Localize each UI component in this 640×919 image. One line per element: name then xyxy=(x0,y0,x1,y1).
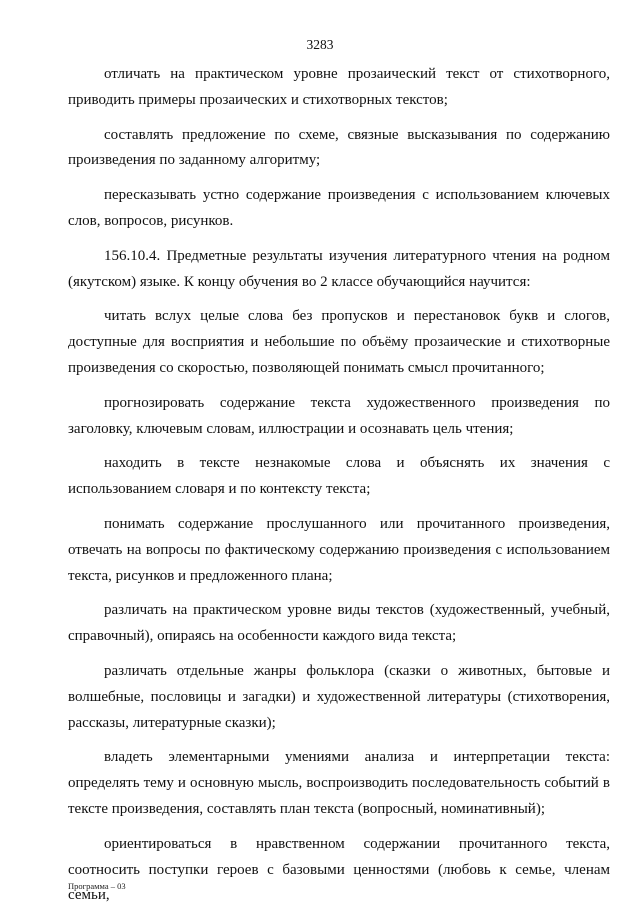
paragraph: различать отдельные жанры фольклора (сказки о животных, бытовые и волшебные, пословицы и загадки) и художественной литературы (стихотворения, рассказы, литературные сказки); xyxy=(68,662,610,731)
page-footer: Программа – 03 xyxy=(68,881,126,891)
paragraph: ориентироваться в нравственном содержании прочитанного текста, соотносить поступки героев с базовыми ценностями (любовь к семье, членам семьи, xyxy=(68,835,610,904)
paragraph: составлять предложение по схеме, связные высказывания по содержанию произведения по заданному алгоритму; xyxy=(68,126,610,169)
paragraph: понимать содержание прослушанного или прочитанного произведения, отвечать на вопросы по фактическому содержанию произведения с использованием текста, рисунков и предложенного плана; xyxy=(68,515,610,584)
paragraph: владеть элементарными умениями анализа и интерпретации текста: определять тему и основную мысль, воспроизводить последовательность событий в тексте произведения, составлять план текста (вопросный, номинативный); xyxy=(68,749,610,817)
paragraph: прогнозировать содержание текста художественного произведения по заголовку, ключевым словам, иллюстрации и осознавать цель чтения; xyxy=(68,394,610,437)
section-heading-paragraph: 156.10.4. Предметные результаты изучения литературного чтения на родном (якутском) языке. К концу обучения во 2 классе обучающийся научится: xyxy=(68,247,610,290)
paragraph: пересказывать устно содержание произведения с использованием ключевых слов, вопросов, рисунков. xyxy=(68,187,610,229)
paragraph: различать на практическом уровне виды текстов (художественный, учебный, справочный), опираясь на особенности каждого вида текста; xyxy=(68,602,610,645)
paragraph: отличать на практическом уровне прозаический текст от стихотворного, приводить примеры прозаических и стихотворных текстов; xyxy=(68,66,610,108)
page-number: 3283 xyxy=(306,37,334,52)
paragraph: читать вслух целые слова без пропусков и перестановок букв и слогов, доступные для восприятия и небольшие по объёму прозаические и стихотворные произведения со скоростью, позволяющей понимать смысл прочитанного; xyxy=(68,308,610,376)
paragraph: находить в тексте незнакомые слова и объяснять их значения с использованием словаря и по контексту текста; xyxy=(68,455,610,498)
body-text xyxy=(68,62,610,918)
